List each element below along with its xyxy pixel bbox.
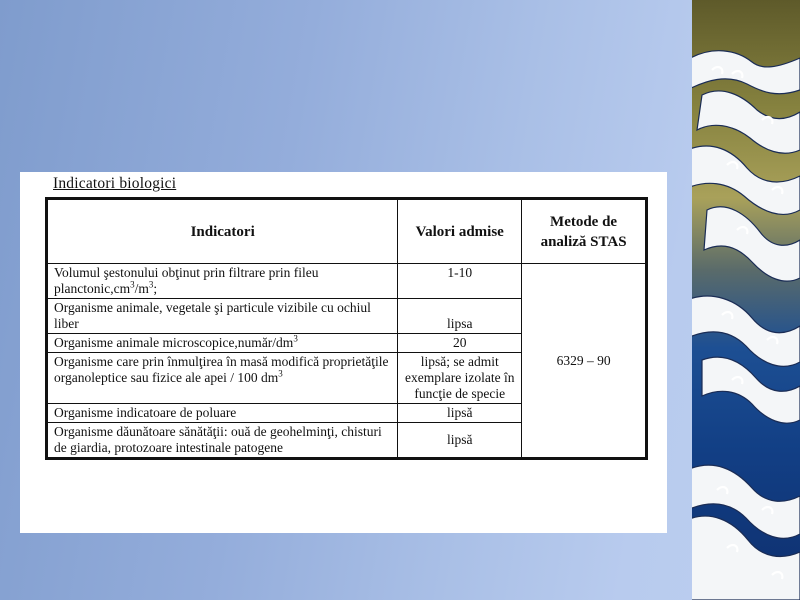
- row-4-value: lipsă; se admit exemplare izolate în funcţie de specie: [398, 353, 522, 404]
- biological-indicators-table: [45, 197, 648, 460]
- row-2-value: lipsa: [398, 299, 522, 334]
- header-values: Valori admise: [398, 199, 522, 264]
- row-6-value: lipsă: [398, 423, 522, 459]
- row-3-indicator: Organisme animale $microscopice,număr/dm^3$: [47, 334, 398, 353]
- decorative-wave-panel: [692, 0, 800, 600]
- row-3-value: 20: [398, 334, 522, 353]
- row-5-indicator: Organisme indicatoare de poluare: [47, 404, 398, 423]
- table-card: [20, 172, 667, 533]
- table-caption: Indicatori biologici: [53, 175, 177, 192]
- row-6-indicator: Organisme dăunătoare sănătăţii: ouă de geohelminţi, chisturi de giardia, protozoare intestinale patogene: [47, 423, 398, 459]
- row-2-indicator: Organisme animale, vegetale şi particule vizibile cu ochiul liber: [47, 299, 398, 334]
- row-1-value: 1-10: [398, 264, 522, 299]
- row-5-value: lipsă: [398, 404, 522, 423]
- table-row: [47, 264, 647, 299]
- row-1-indicator: Volumul şestonului obţinut prin filtrare prin fileu $planctonic,cm^3/m^3$;: [47, 264, 398, 299]
- table-header-row: [47, 199, 647, 264]
- header-indicator: Indicatori: [47, 199, 398, 264]
- wave-decoration: [692, 0, 800, 600]
- row-4-indicator: Organisme care prin înmulţirea în masă modifică proprietăţile organoleptice sau fizice ale apei / 100 $dm^3$: [47, 353, 398, 404]
- method-value: 6329 – 90: [522, 264, 647, 459]
- header-methods: Metode de analiză STAS: [522, 199, 647, 264]
